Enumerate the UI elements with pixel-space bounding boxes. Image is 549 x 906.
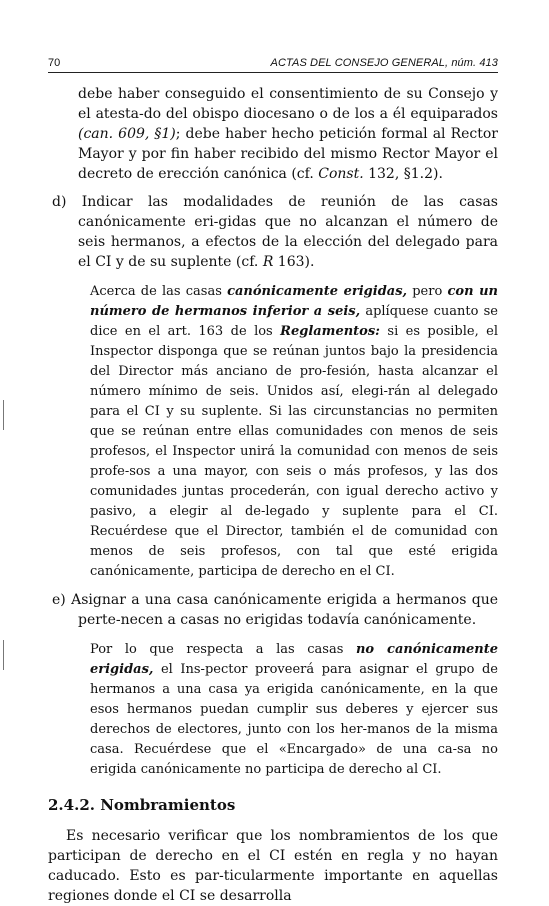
list-item-e xyxy=(52,590,498,630)
margin-rule xyxy=(3,400,4,430)
list-item-d xyxy=(52,192,498,272)
text-run: ; debe haber hecho petición formal al Rector Mayor y por fin haber recibido del mismo Rector Mayor el decreto de erección canónica (cf. xyxy=(78,126,498,182)
continuation-paragraph xyxy=(78,84,498,184)
note-e xyxy=(90,640,498,780)
emphasis: Reglamentos: xyxy=(280,324,380,339)
page-content xyxy=(48,84,498,906)
citation: (can. 609, §1) xyxy=(78,126,176,142)
emphasis: con un número de hermanos inferior a seis, xyxy=(90,284,499,319)
margin-rule xyxy=(3,640,4,670)
text-run: d) Indicar las modalidades de reunión de las casas canónicamente eri-gidas que no alcanzan el número de seis hermanos, a efectos de la elección del delegado para el CI y de su suplente (cf. xyxy=(52,194,498,270)
text-run: e) Asignar a una casa canónicamente erigida a hermanos que perte-necen a casas no erigidas todavía canónicamente. xyxy=(52,592,498,628)
text-run: Por lo que respecta a las casas xyxy=(90,642,356,657)
running-title: ACTAS DEL CONSEJO GENERAL, núm. 413 xyxy=(270,57,498,69)
page-number: 70 xyxy=(48,57,61,69)
text-run: 132, §1.2). xyxy=(363,166,443,182)
body-paragraph: Es necesario verificar que los nombramientos de los que participan de derecho en el CI estén en regla y no hayan caducado. Esto es par-ticularmente importante en aquellas regiones donde el CI se desarrolla xyxy=(48,828,498,904)
text-run: pero xyxy=(407,284,448,299)
emphasis: canónicamente erigidas, xyxy=(227,284,408,299)
text-run: el Ins-pector proveerá para asignar el grupo de hermanos a una casa ya erigida canónicamente, en la que esos hermanos puedan cumplir sus deberes y ejercer sus derechos de electores, junto con los her-manos de la misma casa. Recuérdese que el «Encargado» de una ca-sa no erigida canónicamente no participa de derecho al CI. xyxy=(90,662,498,777)
text-run: aplíquese cuanto se dice en el art. 163 de los xyxy=(90,304,498,339)
citation: R xyxy=(262,254,274,270)
citation: Const. xyxy=(318,166,364,182)
emphasis: no canónicamente erigidas, xyxy=(90,642,499,677)
page-header xyxy=(48,56,498,73)
text-run: debe haber conseguido el consentimiento de su Consejo y el atesta-do del obispo diocesano o de los a él equiparados xyxy=(78,86,498,122)
text-run: Acerca de las casas xyxy=(90,284,228,299)
section-heading: 2.4.2. Nombramientos xyxy=(48,796,236,814)
text-run: si es posible, el Inspector disponga que se reúnan juntos bajo la presidencia del Director más anciano de pro-fesión, hasta alcanzar el número mínimo de seis. Unidos así, elegi-rán al delegado para el CI y su suplente. Si las circunstancias no permiten que se reúnan entre ellas comunidades con menos de seis profesos, el Inspector unirá la comunidad con menos de seis profe-sos a una mayor, con seis o más profesos, y las dos comunidades juntas procederán, con igual derecho activo y pasivo, a elegir al de-legado y suplente para el CI. Recuérdese que el Director, también el de comunidad con menos de seis profesos, con tal que esté erigida canónicamente, participa de derecho en el CI. xyxy=(90,324,498,579)
text-run: 163). xyxy=(273,254,315,270)
note-d xyxy=(90,282,498,582)
